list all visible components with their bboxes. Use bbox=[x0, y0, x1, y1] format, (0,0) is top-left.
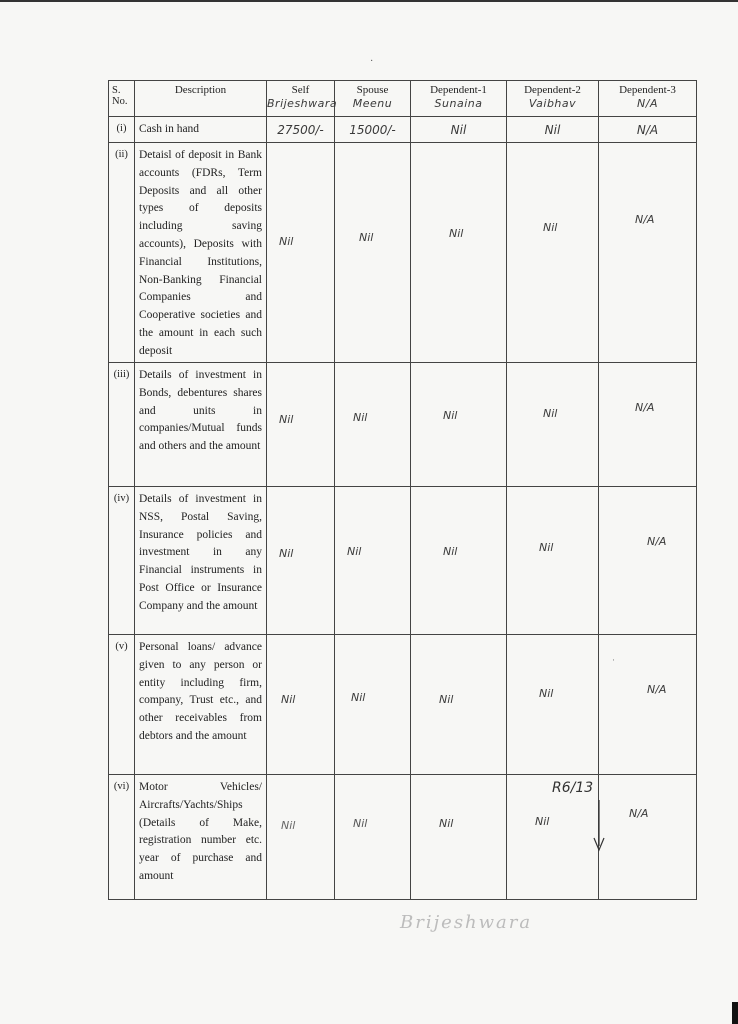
self-name: Brijeshwara bbox=[267, 97, 338, 110]
row-description: Detaisl of deposit in Bank accounts (FDRs, Term Deposits and all other types of deposits including saving accounts), Deposits with Financial Institutions, Non-Banking Financial Companies and Cooperative societies and the amount in each such deposit bbox=[135, 143, 267, 363]
cash-dependent-1: Nil bbox=[411, 117, 507, 143]
table-row bbox=[109, 635, 697, 775]
value-self: Nil bbox=[267, 143, 335, 363]
value-dependent-3: N/A bbox=[599, 363, 697, 487]
corner-mark bbox=[732, 1002, 738, 1024]
row-description: Personal loans/ advance given to any person or entity including firm, company, Trust etc., and other receivables from debtors and the amount bbox=[135, 635, 267, 775]
value-dependent-2: Nil bbox=[507, 635, 599, 775]
value-spouse: Nil bbox=[335, 775, 411, 900]
row-sno: (iv) bbox=[109, 487, 135, 635]
header-self: Self Brijeshwara bbox=[267, 81, 335, 117]
arrow-icon bbox=[592, 800, 606, 852]
value-dependent-1: Nil bbox=[411, 487, 507, 635]
cash-self: 27500/- bbox=[267, 117, 335, 143]
header-spouse: Spouse Meenu bbox=[335, 81, 411, 117]
header-dependent-2: Dependent-2 Vaibhav bbox=[507, 81, 599, 117]
value-spouse: Nil bbox=[335, 143, 411, 363]
table-row bbox=[109, 487, 697, 635]
spouse-name: Meenu bbox=[352, 97, 393, 110]
header-description: Description bbox=[135, 81, 267, 117]
value-spouse: Nil bbox=[335, 635, 411, 775]
asset-declaration-table bbox=[108, 80, 697, 900]
cash-spouse: 15000/- bbox=[335, 117, 411, 143]
table-row bbox=[109, 363, 697, 487]
value-dependent-1: Nil bbox=[411, 363, 507, 487]
page-mark: · bbox=[370, 56, 374, 67]
stray-mark: · bbox=[612, 655, 615, 665]
value-spouse: Nil bbox=[335, 363, 411, 487]
handwritten-annotation: R6/13 bbox=[552, 780, 594, 796]
value-self: Nil bbox=[267, 487, 335, 635]
header-row bbox=[109, 81, 697, 117]
row-sno: (vi) bbox=[109, 775, 135, 900]
value-dependent-2: Nil bbox=[507, 775, 599, 900]
table-row bbox=[109, 143, 697, 363]
value-dependent-3: N/A bbox=[599, 775, 697, 900]
header-dependent-3: Dependent-3 N/A bbox=[599, 81, 697, 117]
value-dependent-2: Nil bbox=[507, 487, 599, 635]
value-dependent-2: Nil bbox=[507, 363, 599, 487]
row-description: Motor Vehicles/ Aircrafts/Yachts/Ships (Details of Make, registration number etc. year of purchase and amount bbox=[135, 775, 267, 900]
row-sno: (v) bbox=[109, 635, 135, 775]
cash-dependent-3: N/A bbox=[599, 117, 697, 143]
top-border bbox=[0, 0, 738, 2]
value-dependent-3: N/A bbox=[599, 143, 697, 363]
dependent-2-name: Vaibhav bbox=[528, 97, 577, 110]
header-dependent-1: Dependent-1 Sunaina bbox=[411, 81, 507, 117]
dependent-3-name: N/A bbox=[637, 97, 658, 110]
value-self: Nil bbox=[267, 363, 335, 487]
value-dependent-1: Nil bbox=[411, 143, 507, 363]
row-description: Details of investment in Bonds, debentures shares and units in companies/Mutual funds and others and the amount bbox=[135, 363, 267, 487]
row-sno: (i) bbox=[109, 117, 135, 143]
value-self: Nil bbox=[267, 775, 335, 900]
cash-dependent-2: Nil bbox=[507, 117, 599, 143]
table-row bbox=[109, 117, 697, 143]
value-dependent-3: N/A bbox=[599, 487, 697, 635]
value-dependent-1: Nil bbox=[411, 775, 507, 900]
value-dependent-3: N/A bbox=[599, 635, 697, 775]
signature: Brijeshwara bbox=[400, 912, 533, 933]
value-dependent-2: Nil bbox=[507, 143, 599, 363]
value-dependent-1: Nil bbox=[411, 635, 507, 775]
value-spouse: Nil bbox=[335, 487, 411, 635]
row-description: Details of investment in NSS, Postal Saving, Insurance policies and investment in any Financial instruments in Post Office or Insurance Company and the amount bbox=[135, 487, 267, 635]
table-row bbox=[109, 775, 697, 900]
row-sno: (iii) bbox=[109, 363, 135, 487]
row-description: Cash in hand bbox=[135, 117, 267, 143]
value-self: Nil bbox=[267, 635, 335, 775]
row-sno: (ii) bbox=[109, 143, 135, 363]
dependent-1-name: Sunaina bbox=[434, 97, 483, 110]
header-sno: S. No. bbox=[109, 81, 135, 117]
